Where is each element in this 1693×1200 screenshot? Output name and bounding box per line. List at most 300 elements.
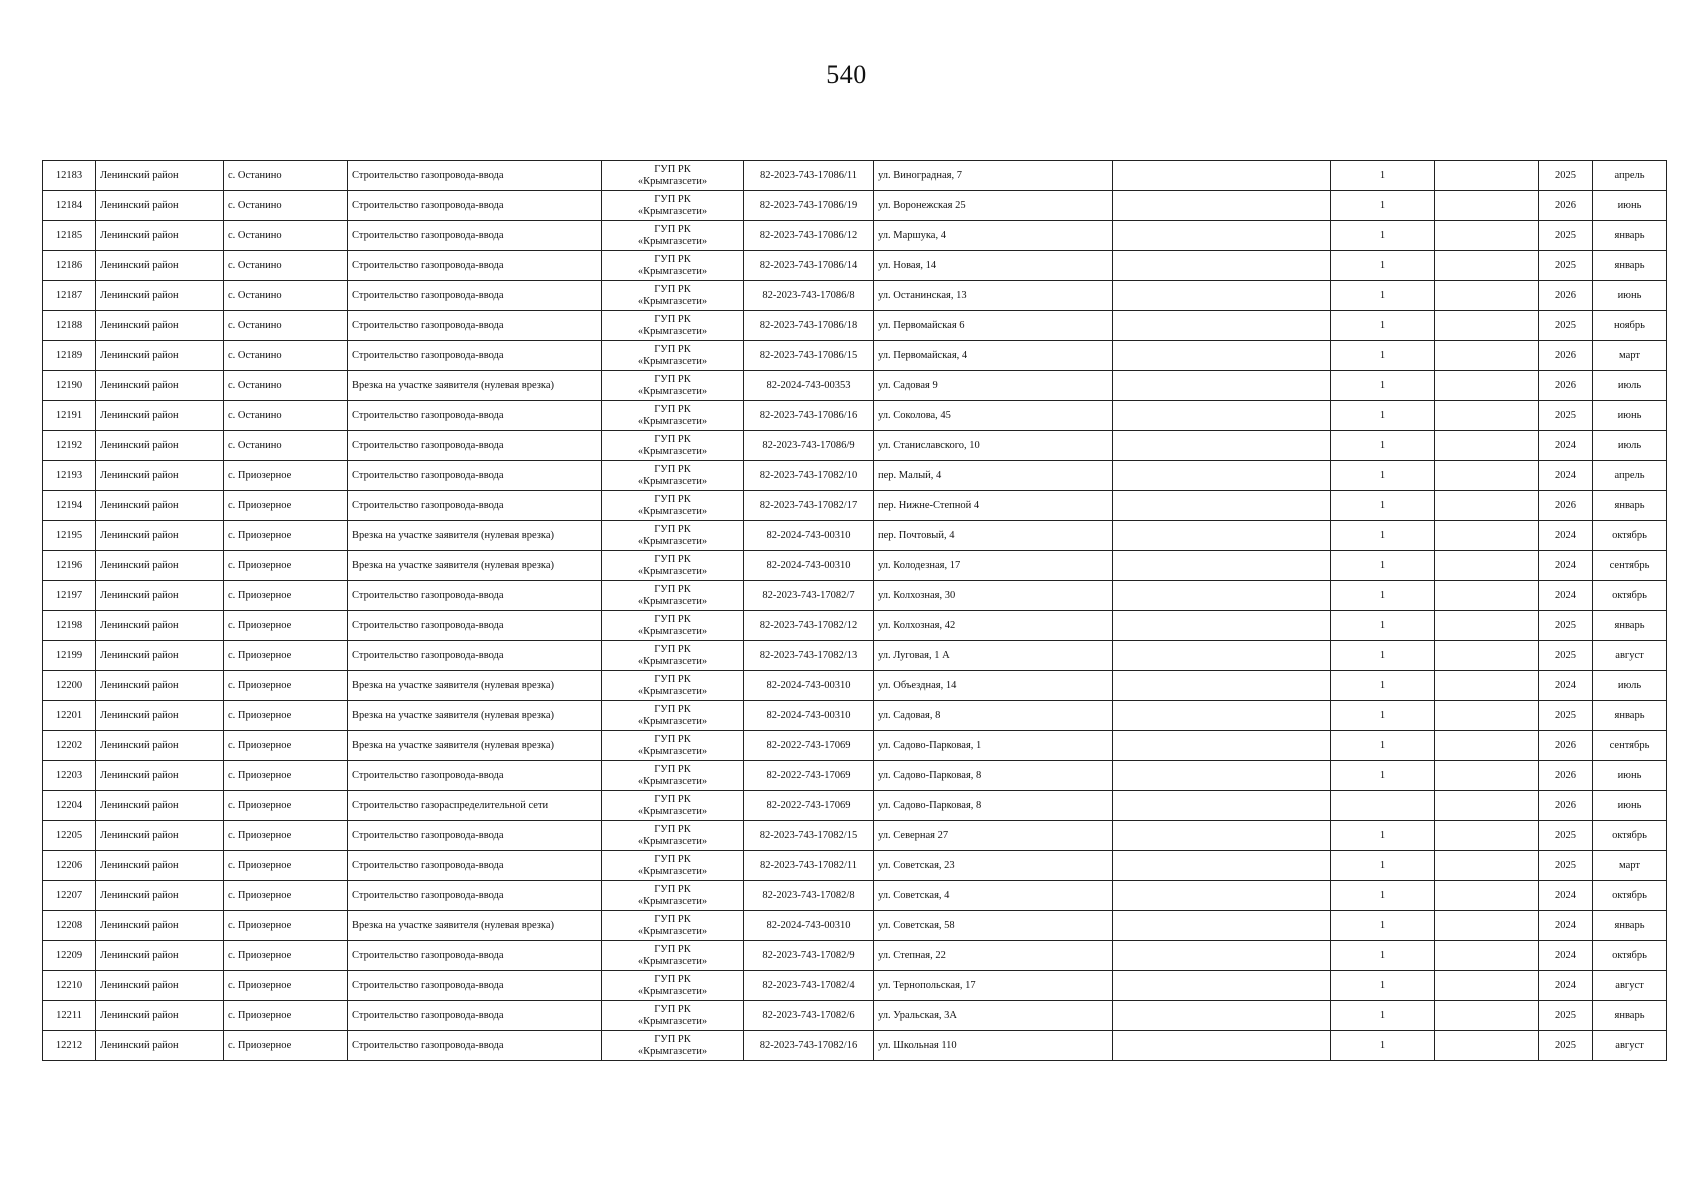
quantity-cell: 1: [1331, 731, 1435, 761]
table-row: [43, 881, 1667, 911]
district-cell: Ленинский район: [96, 521, 224, 551]
month-cell: январь: [1593, 221, 1667, 251]
organization-line: «Крымгазсети»: [637, 745, 708, 757]
organization-line: ГУП РК: [654, 884, 691, 895]
blank-cell: [1113, 821, 1331, 851]
organization-cell: [602, 431, 744, 461]
quantity-cell: 1: [1331, 821, 1435, 851]
year-cell: 2025: [1539, 161, 1593, 191]
row-number-cell: 12199: [43, 641, 96, 671]
work-type-cell: Строительство газопровода-ввода: [348, 1001, 602, 1031]
permit-number-cell: 82-2024-743-00310: [744, 911, 874, 941]
settlement-cell: с. Приозерное: [224, 791, 348, 821]
address-cell: ул. Северная 27: [874, 821, 1113, 851]
blank-cell: [1113, 521, 1331, 551]
year-cell: 2024: [1539, 551, 1593, 581]
organization-line: «Крымгазсети»: [637, 985, 708, 997]
work-type-cell: Врезка на участке заявителя (нулевая врезка): [348, 551, 602, 581]
address-cell: ул. Садовая, 8: [874, 701, 1113, 731]
work-type-cell: Врезка на участке заявителя (нулевая врезка): [348, 911, 602, 941]
settlement-cell: с. Останино: [224, 401, 348, 431]
year-cell: 2026: [1539, 281, 1593, 311]
district-cell: Ленинский район: [96, 431, 224, 461]
work-type-cell: Строительство газопровода-ввода: [348, 641, 602, 671]
organization-line: «Крымгазсети»: [637, 835, 708, 847]
organization-cell: [602, 791, 744, 821]
work-type-cell: Строительство газопровода-ввода: [348, 311, 602, 341]
row-number-cell: 12211: [43, 1001, 96, 1031]
address-cell: ул. Колхозная, 42: [874, 611, 1113, 641]
work-type-cell: Врезка на участке заявителя (нулевая врезка): [348, 521, 602, 551]
blank-cell: [1435, 401, 1539, 431]
district-cell: Ленинский район: [96, 911, 224, 941]
organization-cell: [602, 941, 744, 971]
table-row: [43, 461, 1667, 491]
address-cell: ул. Садово-Парковая, 8: [874, 791, 1113, 821]
work-type-cell: Строительство газопровода-ввода: [348, 761, 602, 791]
blank-cell: [1113, 941, 1331, 971]
organization-line: ГУП РК: [654, 524, 691, 535]
address-cell: пер. Нижне-Степной 4: [874, 491, 1113, 521]
quantity-cell: 1: [1331, 971, 1435, 1001]
blank-cell: [1113, 251, 1331, 281]
address-cell: ул. Соколова, 45: [874, 401, 1113, 431]
blank-cell: [1435, 1031, 1539, 1061]
organization-cell: [602, 971, 744, 1001]
address-cell: пер. Малый, 4: [874, 461, 1113, 491]
quantity-cell: 1: [1331, 191, 1435, 221]
address-cell: ул. Советская, 4: [874, 881, 1113, 911]
month-cell: сентябрь: [1593, 731, 1667, 761]
blank-cell: [1113, 731, 1331, 761]
organization-line: ГУП РК: [654, 464, 691, 475]
organization-line: «Крымгазсети»: [637, 295, 708, 307]
blank-cell: [1113, 371, 1331, 401]
blank-cell: [1113, 551, 1331, 581]
permit-number-cell: 82-2023-743-17086/19: [744, 191, 874, 221]
permit-number-cell: 82-2023-743-17086/9: [744, 431, 874, 461]
settlement-cell: с. Приозерное: [224, 1031, 348, 1061]
organization-line: «Крымгазсети»: [637, 175, 708, 187]
address-cell: ул. Станиславского, 10: [874, 431, 1113, 461]
permit-number-cell: 82-2023-743-17086/18: [744, 311, 874, 341]
blank-cell: [1435, 341, 1539, 371]
blank-cell: [1435, 911, 1539, 941]
permit-number-cell: 82-2023-743-17082/10: [744, 461, 874, 491]
work-type-cell: Строительство газопровода-ввода: [348, 251, 602, 281]
year-cell: 2025: [1539, 641, 1593, 671]
work-type-cell: Строительство газопровода-ввода: [348, 491, 602, 521]
organization-line: «Крымгазсети»: [637, 775, 708, 787]
organization-cell: [602, 821, 744, 851]
organization-cell: [602, 761, 744, 791]
organization-line: «Крымгазсети»: [637, 895, 708, 907]
district-cell: Ленинский район: [96, 191, 224, 221]
address-cell: ул. Новая, 14: [874, 251, 1113, 281]
work-type-cell: Строительство газораспределительной сети: [348, 791, 602, 821]
organization-line: ГУП РК: [654, 794, 691, 805]
organization-line: ГУП РК: [654, 284, 691, 295]
month-cell: апрель: [1593, 461, 1667, 491]
district-cell: Ленинский район: [96, 281, 224, 311]
row-number-cell: 12184: [43, 191, 96, 221]
table-row: [43, 701, 1667, 731]
district-cell: Ленинский район: [96, 791, 224, 821]
permit-number-cell: 82-2022-743-17069: [744, 731, 874, 761]
quantity-cell: 1: [1331, 281, 1435, 311]
quantity-cell: 1: [1331, 521, 1435, 551]
month-cell: август: [1593, 1031, 1667, 1061]
blank-cell: [1435, 971, 1539, 1001]
work-type-cell: Врезка на участке заявителя (нулевая врезка): [348, 701, 602, 731]
blank-cell: [1435, 251, 1539, 281]
row-number-cell: 12197: [43, 581, 96, 611]
permit-number-cell: 82-2024-743-00310: [744, 521, 874, 551]
organization-line: ГУП РК: [654, 914, 691, 925]
settlement-cell: с. Останино: [224, 311, 348, 341]
blank-cell: [1435, 791, 1539, 821]
organization-line: ГУП РК: [654, 974, 691, 985]
address-cell: ул. Объездная, 14: [874, 671, 1113, 701]
blank-cell: [1435, 731, 1539, 761]
address-cell: ул. Садовая 9: [874, 371, 1113, 401]
work-type-cell: Врезка на участке заявителя (нулевая врезка): [348, 371, 602, 401]
settlement-cell: с. Приозерное: [224, 971, 348, 1001]
organization-cell: [602, 371, 744, 401]
organization-cell: [602, 461, 744, 491]
quantity-cell: 1: [1331, 491, 1435, 521]
district-cell: Ленинский район: [96, 461, 224, 491]
month-cell: март: [1593, 851, 1667, 881]
year-cell: 2025: [1539, 851, 1593, 881]
permit-number-cell: 82-2023-743-17082/15: [744, 821, 874, 851]
table-row: [43, 341, 1667, 371]
blank-cell: [1435, 761, 1539, 791]
permit-number-cell: 82-2023-743-17082/4: [744, 971, 874, 1001]
settlement-cell: с. Приозерное: [224, 671, 348, 701]
table-row: [43, 611, 1667, 641]
year-cell: 2024: [1539, 881, 1593, 911]
blank-cell: [1113, 911, 1331, 941]
row-number-cell: 12204: [43, 791, 96, 821]
organization-line: ГУП РК: [654, 374, 691, 385]
district-cell: Ленинский район: [96, 341, 224, 371]
month-cell: август: [1593, 641, 1667, 671]
blank-cell: [1435, 701, 1539, 731]
quantity-cell: 1: [1331, 311, 1435, 341]
table-row: [43, 551, 1667, 581]
district-cell: Ленинский район: [96, 671, 224, 701]
address-cell: ул. Маршука, 4: [874, 221, 1113, 251]
blank-cell: [1435, 191, 1539, 221]
address-cell: ул. Колодезная, 17: [874, 551, 1113, 581]
blank-cell: [1113, 281, 1331, 311]
quantity-cell: 1: [1331, 431, 1435, 461]
permit-number-cell: 82-2023-743-17082/11: [744, 851, 874, 881]
settlement-cell: с. Останино: [224, 431, 348, 461]
address-cell: ул. Первомайская 6: [874, 311, 1113, 341]
row-number-cell: 12192: [43, 431, 96, 461]
table-row: [43, 371, 1667, 401]
work-type-cell: Строительство газопровода-ввода: [348, 401, 602, 431]
organization-line: «Крымгазсети»: [637, 355, 708, 367]
month-cell: январь: [1593, 1001, 1667, 1031]
organization-line: ГУП РК: [654, 614, 691, 625]
address-cell: пер. Почтовый, 4: [874, 521, 1113, 551]
organization-line: «Крымгазсети»: [637, 925, 708, 937]
organization-cell: [602, 341, 744, 371]
organization-line: «Крымгазсети»: [637, 805, 708, 817]
table-row: [43, 761, 1667, 791]
table-row: [43, 731, 1667, 761]
organization-cell: [602, 401, 744, 431]
row-number-cell: 12212: [43, 1031, 96, 1061]
table-row: [43, 311, 1667, 341]
organization-line: «Крымгазсети»: [637, 475, 708, 487]
district-cell: Ленинский район: [96, 851, 224, 881]
permit-number-cell: 82-2024-743-00310: [744, 551, 874, 581]
year-cell: 2025: [1539, 1031, 1593, 1061]
organization-cell: [602, 491, 744, 521]
address-cell: ул. Садово-Парковая, 8: [874, 761, 1113, 791]
row-number-cell: 12191: [43, 401, 96, 431]
quantity-cell: 1: [1331, 881, 1435, 911]
row-number-cell: 12201: [43, 701, 96, 731]
organization-cell: [602, 251, 744, 281]
organization-line: «Крымгазсети»: [637, 535, 708, 547]
district-cell: Ленинский район: [96, 161, 224, 191]
quantity-cell: 1: [1331, 671, 1435, 701]
organization-line: «Крымгазсети»: [637, 625, 708, 637]
blank-cell: [1113, 851, 1331, 881]
work-type-cell: Строительство газопровода-ввода: [348, 161, 602, 191]
year-cell: 2024: [1539, 461, 1593, 491]
row-number-cell: 12206: [43, 851, 96, 881]
district-cell: Ленинский район: [96, 971, 224, 1001]
month-cell: январь: [1593, 611, 1667, 641]
month-cell: июнь: [1593, 791, 1667, 821]
settlement-cell: с. Приозерное: [224, 941, 348, 971]
blank-cell: [1113, 701, 1331, 731]
quantity-cell: 1: [1331, 221, 1435, 251]
row-number-cell: 12190: [43, 371, 96, 401]
blank-cell: [1435, 161, 1539, 191]
year-cell: 2024: [1539, 941, 1593, 971]
month-cell: октябрь: [1593, 581, 1667, 611]
district-cell: Ленинский район: [96, 251, 224, 281]
organization-cell: [602, 671, 744, 701]
blank-cell: [1435, 581, 1539, 611]
year-cell: 2025: [1539, 1001, 1593, 1031]
organization-line: ГУП РК: [654, 644, 691, 655]
work-type-cell: Строительство газопровода-ввода: [348, 431, 602, 461]
organization-line: ГУП РК: [654, 494, 691, 505]
month-cell: январь: [1593, 251, 1667, 281]
organization-line: «Крымгазсети»: [637, 415, 708, 427]
month-cell: июнь: [1593, 761, 1667, 791]
settlement-cell: с. Приозерное: [224, 581, 348, 611]
address-cell: ул. Колхозная, 30: [874, 581, 1113, 611]
table-row: [43, 1001, 1667, 1031]
permit-number-cell: 82-2024-743-00310: [744, 671, 874, 701]
year-cell: 2024: [1539, 521, 1593, 551]
work-type-cell: Строительство газопровода-ввода: [348, 881, 602, 911]
quantity-cell: 1: [1331, 551, 1435, 581]
month-cell: январь: [1593, 491, 1667, 521]
blank-cell: [1113, 161, 1331, 191]
permit-number-cell: 82-2024-743-00353: [744, 371, 874, 401]
register-table: [42, 160, 1667, 1061]
permit-number-cell: 82-2023-743-17082/17: [744, 491, 874, 521]
row-number-cell: 12196: [43, 551, 96, 581]
organization-line: ГУП РК: [654, 764, 691, 775]
quantity-cell: 1: [1331, 701, 1435, 731]
year-cell: 2026: [1539, 731, 1593, 761]
organization-cell: [602, 641, 744, 671]
settlement-cell: с. Останино: [224, 221, 348, 251]
blank-cell: [1113, 761, 1331, 791]
district-cell: Ленинский район: [96, 401, 224, 431]
blank-cell: [1113, 791, 1331, 821]
quantity-cell: [1331, 791, 1435, 821]
organization-line: ГУП РК: [654, 164, 691, 175]
quantity-cell: 1: [1331, 911, 1435, 941]
settlement-cell: с. Останино: [224, 371, 348, 401]
work-type-cell: Строительство газопровода-ввода: [348, 851, 602, 881]
blank-cell: [1435, 311, 1539, 341]
settlement-cell: с. Останино: [224, 161, 348, 191]
organization-line: ГУП РК: [654, 944, 691, 955]
district-cell: Ленинский район: [96, 221, 224, 251]
permit-number-cell: 82-2024-743-00310: [744, 701, 874, 731]
address-cell: ул. Виноградная, 7: [874, 161, 1113, 191]
year-cell: 2025: [1539, 221, 1593, 251]
year-cell: 2024: [1539, 911, 1593, 941]
quantity-cell: 1: [1331, 1031, 1435, 1061]
table-row: [43, 281, 1667, 311]
blank-cell: [1113, 671, 1331, 701]
blank-cell: [1113, 971, 1331, 1001]
settlement-cell: с. Останино: [224, 251, 348, 281]
month-cell: март: [1593, 341, 1667, 371]
row-number-cell: 12186: [43, 251, 96, 281]
permit-number-cell: 82-2023-743-17082/9: [744, 941, 874, 971]
organization-cell: [602, 1031, 744, 1061]
address-cell: ул. Тернопольская, 17: [874, 971, 1113, 1001]
work-type-cell: Строительство газопровода-ввода: [348, 971, 602, 1001]
table-row: [43, 491, 1667, 521]
year-cell: 2026: [1539, 341, 1593, 371]
district-cell: Ленинский район: [96, 1001, 224, 1031]
district-cell: Ленинский район: [96, 1031, 224, 1061]
quantity-cell: 1: [1331, 851, 1435, 881]
permit-number-cell: 82-2023-743-17086/16: [744, 401, 874, 431]
blank-cell: [1435, 611, 1539, 641]
settlement-cell: с. Приозерное: [224, 461, 348, 491]
work-type-cell: Строительство газопровода-ввода: [348, 941, 602, 971]
month-cell: июнь: [1593, 191, 1667, 221]
row-number-cell: 12202: [43, 731, 96, 761]
address-cell: ул. Советская, 23: [874, 851, 1113, 881]
district-cell: Ленинский район: [96, 581, 224, 611]
blank-cell: [1113, 221, 1331, 251]
organization-line: ГУП РК: [654, 404, 691, 415]
year-cell: 2026: [1539, 491, 1593, 521]
blank-cell: [1113, 191, 1331, 221]
row-number-cell: 12198: [43, 611, 96, 641]
organization-line: «Крымгазсети»: [637, 595, 708, 607]
blank-cell: [1113, 881, 1331, 911]
table-row: [43, 941, 1667, 971]
blank-cell: [1113, 1031, 1331, 1061]
permit-number-cell: 82-2022-743-17069: [744, 791, 874, 821]
permit-number-cell: 82-2022-743-17069: [744, 761, 874, 791]
organization-line: ГУП РК: [654, 734, 691, 745]
quantity-cell: 1: [1331, 581, 1435, 611]
table-row: [43, 671, 1667, 701]
year-cell: 2025: [1539, 401, 1593, 431]
address-cell: ул. Степная, 22: [874, 941, 1113, 971]
blank-cell: [1113, 581, 1331, 611]
address-cell: ул. Воронежская 25: [874, 191, 1113, 221]
organization-line: ГУП РК: [654, 854, 691, 865]
blank-cell: [1113, 311, 1331, 341]
address-cell: ул. Останинская, 13: [874, 281, 1113, 311]
month-cell: сентябрь: [1593, 551, 1667, 581]
year-cell: 2025: [1539, 611, 1593, 641]
organization-line: ГУП РК: [654, 314, 691, 325]
organization-line: «Крымгазсети»: [637, 565, 708, 577]
organization-line: «Крымгазсети»: [637, 445, 708, 457]
month-cell: июнь: [1593, 401, 1667, 431]
permit-number-cell: 82-2023-743-17082/8: [744, 881, 874, 911]
work-type-cell: Строительство газопровода-ввода: [348, 821, 602, 851]
blank-cell: [1435, 881, 1539, 911]
blank-cell: [1435, 371, 1539, 401]
blank-cell: [1435, 1001, 1539, 1031]
blank-cell: [1113, 491, 1331, 521]
month-cell: январь: [1593, 911, 1667, 941]
organization-line: «Крымгазсети»: [637, 955, 708, 967]
settlement-cell: с. Останино: [224, 281, 348, 311]
blank-cell: [1435, 431, 1539, 461]
month-cell: июль: [1593, 431, 1667, 461]
quantity-cell: 1: [1331, 611, 1435, 641]
organization-line: ГУП РК: [654, 344, 691, 355]
row-number-cell: 12210: [43, 971, 96, 1001]
row-number-cell: 12183: [43, 161, 96, 191]
settlement-cell: с. Приозерное: [224, 641, 348, 671]
blank-cell: [1113, 461, 1331, 491]
organization-line: «Крымгазсети»: [637, 1015, 708, 1027]
year-cell: 2025: [1539, 821, 1593, 851]
year-cell: 2024: [1539, 671, 1593, 701]
organization-line: «Крымгазсети»: [637, 265, 708, 277]
organization-cell: [602, 911, 744, 941]
organization-cell: [602, 1001, 744, 1031]
permit-number-cell: 82-2023-743-17082/16: [744, 1031, 874, 1061]
row-number-cell: 12188: [43, 311, 96, 341]
table-row: [43, 1031, 1667, 1061]
blank-cell: [1435, 461, 1539, 491]
settlement-cell: с. Приозерное: [224, 911, 348, 941]
district-cell: Ленинский район: [96, 371, 224, 401]
permit-number-cell: 82-2023-743-17082/13: [744, 641, 874, 671]
district-cell: Ленинский район: [96, 551, 224, 581]
table-row: [43, 581, 1667, 611]
organization-cell: [602, 161, 744, 191]
year-cell: 2026: [1539, 191, 1593, 221]
